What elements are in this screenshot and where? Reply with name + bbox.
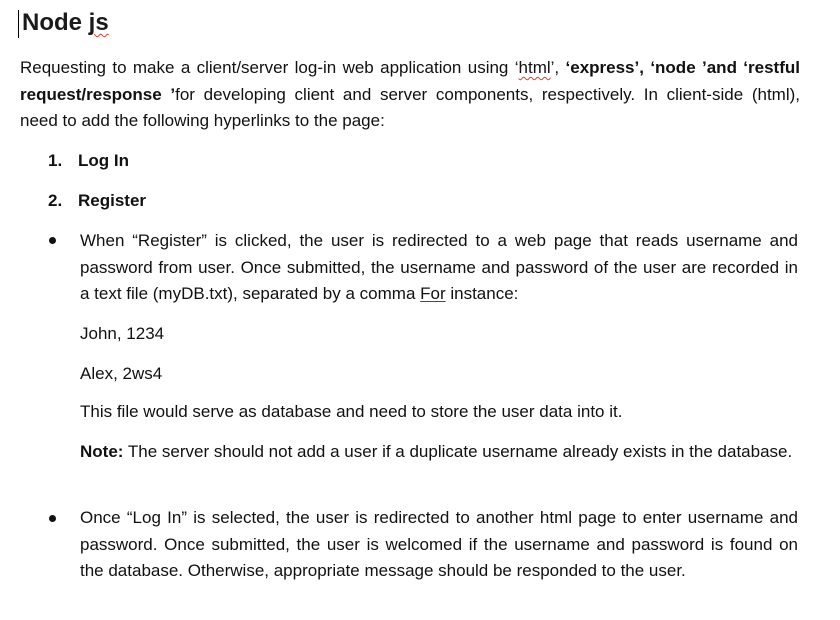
login-bullet-paragraph: Once “Log In” is selected, the user is redirected to another html page to enter username and password. Once submitted, the user is welcomed if the username and password is found on the database. Otherwise, appropriate message should be responded to the user.	[80, 508, 798, 580]
note-label: Note:	[80, 442, 124, 461]
register-bullet-paragraph	[80, 228, 798, 308]
title-word-node: Node	[22, 9, 82, 36]
note-text: The server should not add a user if a duplicate username already exists in the database.	[123, 442, 793, 461]
bullet-dot	[49, 515, 56, 522]
example-line-alex: Alex, 2ws4	[80, 364, 163, 383]
list-label: Log In	[78, 151, 129, 170]
intro-html-word: html	[518, 58, 551, 77]
intro-text-2: ’,	[550, 58, 566, 77]
register-text-a: When “Register” is clicked, the user is redirected to a web page that reads username and password from user. Once submitted, the username and password of the user are recorded in a text file (myDB.txt), separated by a comma	[80, 231, 798, 303]
list-item-register	[48, 188, 146, 214]
for-link-word: For	[420, 284, 446, 303]
note-paragraph	[80, 439, 800, 466]
intro-text-3: for developing client and server components, respectively. In client-side (html), need to add the following hyperlinks to the page:	[20, 84, 800, 130]
page-title	[22, 8, 109, 38]
list-label: Register	[78, 191, 147, 210]
title-word-js: js	[88, 9, 109, 36]
list-number: 1.	[48, 151, 63, 170]
intro-text-1: Requesting to make a client/server log-in web application using ‘	[20, 58, 519, 77]
intro-bold-technologies: ‘express’, ‘node ’and ‘restful request/response ’	[20, 58, 800, 104]
list-number: 2.	[48, 191, 63, 210]
register-text-b: instance:	[445, 284, 519, 303]
list-item-login	[48, 148, 129, 174]
bullet-dot	[49, 237, 56, 244]
database-line: This file would serve as database and need to store the user data into it.	[80, 402, 623, 421]
intro-paragraph	[20, 55, 800, 135]
text-cursor	[18, 10, 19, 38]
example-line-john: John, 1234	[80, 324, 165, 343]
